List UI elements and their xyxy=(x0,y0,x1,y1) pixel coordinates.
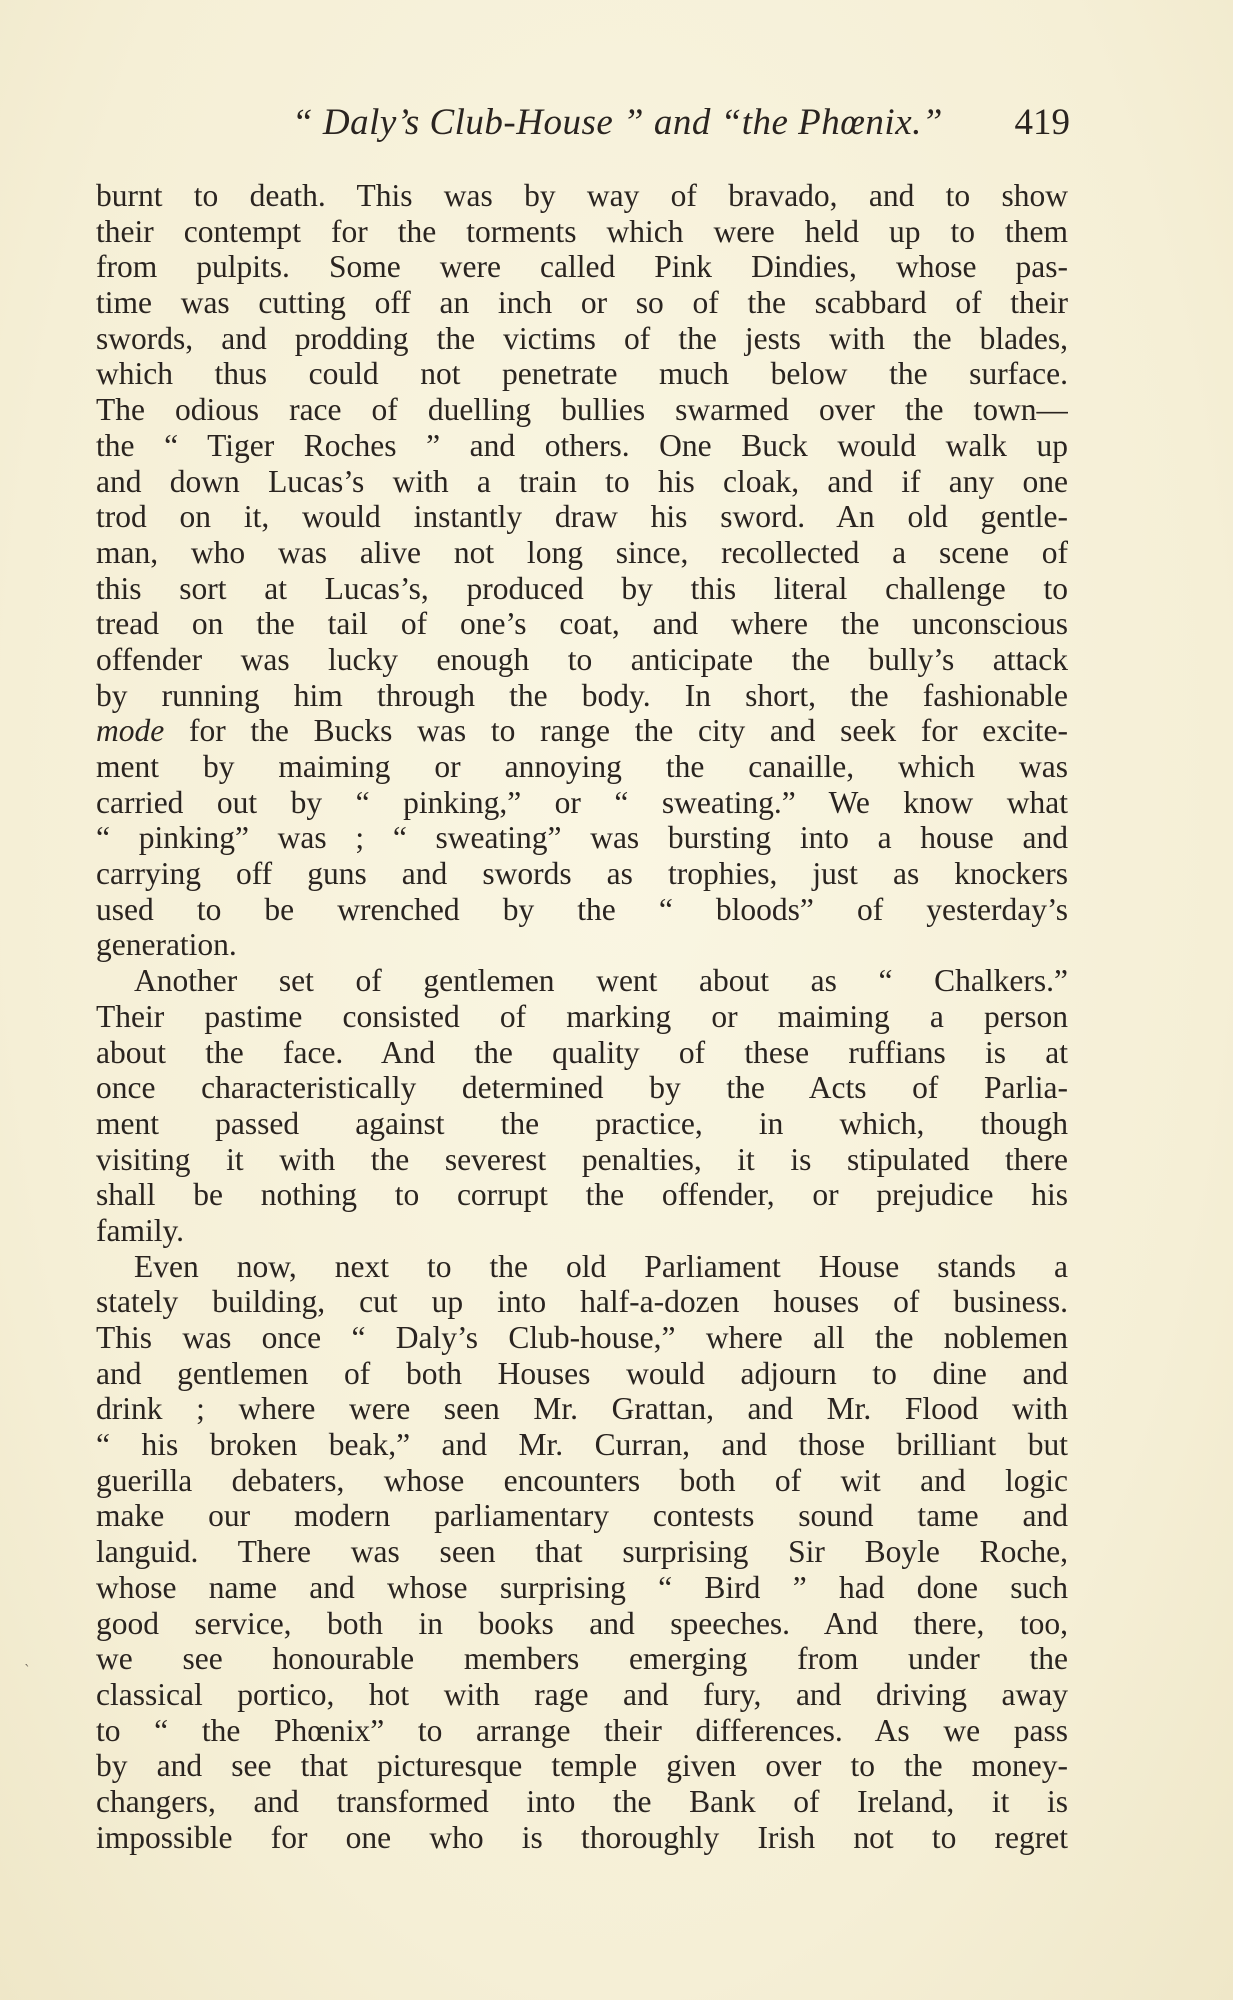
margin-mark: ` xyxy=(24,1663,31,1679)
text-line: whose name and whose surprising “ Bird ” had done such xyxy=(96,1569,1068,1605)
text-line: Even now, next to the old Parliament House stands a xyxy=(134,1248,1068,1284)
text-line: time was cutting off an inch or so of the scabbard of their xyxy=(96,285,1068,321)
text-line: we see honourable members emerging from under the xyxy=(96,1641,1068,1677)
text-line: impossible for one who is thoroughly Irish not to regret xyxy=(96,1819,1068,1855)
text-line: “ his broken beak,” and Mr. Curran, and those brilliant but xyxy=(96,1427,1068,1463)
text-line: used to be wrenched by the “ bloods” of yesterday’s xyxy=(96,891,1068,927)
text-line: drink ; where were seen Mr. Grattan, and Mr. Flood with xyxy=(96,1391,1068,1427)
text-line: by and see that picturesque temple given over to the money- xyxy=(96,1748,1068,1784)
text-line: good service, both in books and speeches. And there, too, xyxy=(96,1605,1068,1641)
running-title: “ Daly’s Club-House ” and “the Phœnix.” xyxy=(292,102,943,143)
text-line: burnt to death. This was by way of bravado, and to show xyxy=(96,178,1068,213)
text-line: family. xyxy=(96,1212,185,1248)
text-line: carrying off guns and swords as trophies, just as knockers xyxy=(96,856,1068,892)
text-line: from pulpits. Some were called Pink Dindies, whose pas- xyxy=(96,249,1068,285)
text-line: man, who was alive not long since, recollected a scene of xyxy=(96,534,1068,570)
text-line: about the face. And the quality of these ruffians is at xyxy=(96,1034,1068,1070)
body-text xyxy=(96,178,1068,1855)
text-line: once characteristically determined by the Acts of Parlia- xyxy=(96,1070,1068,1106)
text-line: trod on it, would instantly draw his sword. An old gentle- xyxy=(96,499,1068,535)
text-line: visiting it with the severest penalties, it is stipulated there xyxy=(96,1141,1068,1177)
text-line: languid. There was seen that surprising Sir Boyle Roche, xyxy=(96,1534,1068,1570)
text-line: Their pastime consisted of marking or maiming a person xyxy=(96,998,1068,1034)
text-line: the “ Tiger Roches ” and others. One Buck would walk up xyxy=(96,427,1068,463)
text-line: swords, and prodding the victims of the jests with the blades, xyxy=(96,320,1068,356)
text-line: tread on the tail of one’s coat, and where the unconscious xyxy=(96,606,1068,642)
text-line: and gentlemen of both Houses would adjourn to dine and xyxy=(96,1355,1068,1391)
text-line: “ pinking” was ; “ sweating” was bursting into a house and xyxy=(96,820,1068,856)
text-line: ment passed against the practice, in which, though xyxy=(96,1105,1068,1141)
text-line: this sort at Lucas’s, produced by this literal challenge to xyxy=(96,570,1068,606)
page-number: 419 xyxy=(1014,102,1070,143)
text-line: their contempt for the torments which were held up to them xyxy=(96,213,1068,249)
text-line: classical portico, hot with rage and fury, and driving away xyxy=(96,1676,1068,1712)
text-line: by running him through the body. In short, the fashionable xyxy=(96,677,1068,713)
text-line: mode for the Bucks was to range the city and seek for excite- xyxy=(96,713,1068,749)
text-line: shall be nothing to corrupt the offender, or prejudice his xyxy=(96,1177,1068,1213)
text-line: This was once “ Daly’s Club-house,” where all the noblemen xyxy=(96,1320,1068,1355)
text-line: ment by maiming or annoying the canaille, which was xyxy=(96,749,1068,784)
italic-word: mode xyxy=(96,713,165,749)
text-line: which thus could not penetrate much below the surface. xyxy=(96,356,1068,392)
text-line: to “ the Phœnix” to arrange their differences. As we pass xyxy=(96,1712,1068,1748)
text-line: stately building, cut up into half-a-dozen houses of business. xyxy=(96,1284,1068,1320)
text-line: The odious race of duelling bullies swarmed over the town— xyxy=(96,392,1068,428)
text-line: carried out by “ pinking,” or “ sweating.” We know what xyxy=(96,784,1068,820)
text-line: changers, and transformed into the Bank of Ireland, it is xyxy=(96,1783,1068,1819)
text-line: make our modern parliamentary contests sound tame and xyxy=(96,1498,1068,1534)
text-line: guerilla debaters, whose encounters both of wit and logic xyxy=(96,1462,1068,1498)
text-line: offender was lucky enough to anticipate the bully’s attack xyxy=(96,641,1068,677)
text-line: and down Lucas’s with a train to his cloak, and if any one xyxy=(96,463,1068,499)
text-line: generation. xyxy=(96,927,237,963)
text-line: Another set of gentlemen went about as “ Chalkers.” xyxy=(134,963,1068,999)
